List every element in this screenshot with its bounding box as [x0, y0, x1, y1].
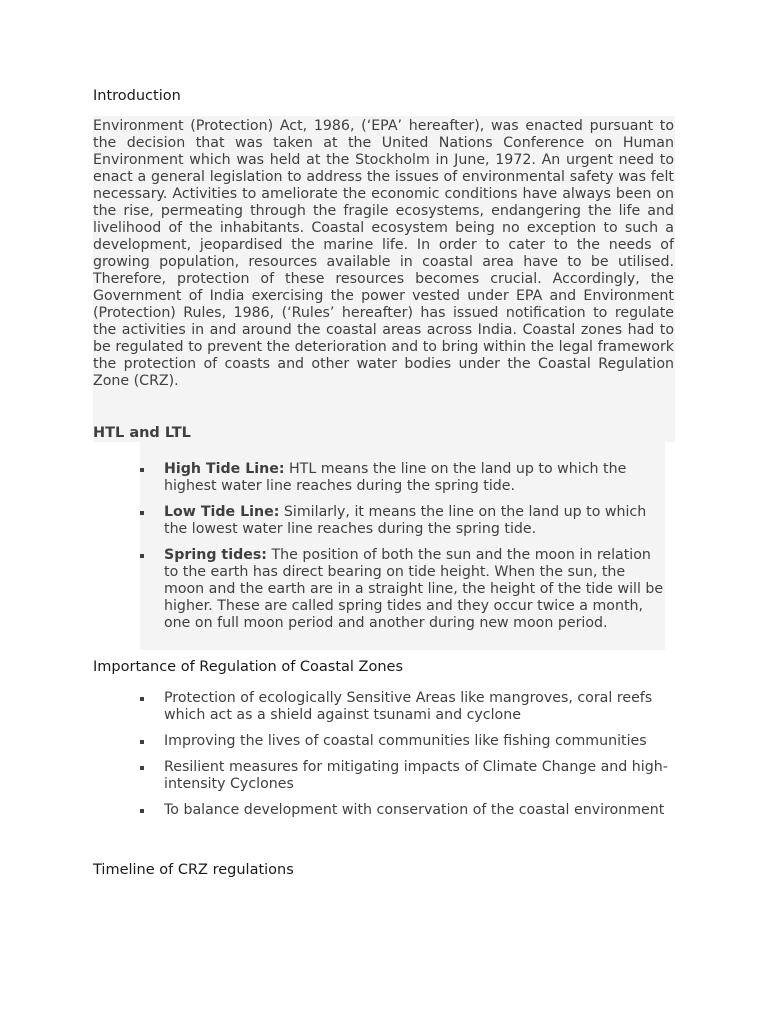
importance-list	[140, 690, 668, 819]
list-item-text: To balance development with conservation of the coastal environment	[164, 802, 665, 818]
introduction-heading: Introduction	[93, 88, 181, 104]
bullet-square-icon	[140, 809, 144, 813]
list-item-text: The position of both the sun and the moon in relation to the earth has direct bearing on tide height. When the sun, the moon and the earth are in a straight line, the height of the tide will be higher. These are called spring tides and they occur twice a month, one on full moon period and another during new moon period.	[164, 547, 664, 631]
list-item	[140, 690, 668, 724]
bullet-square-icon	[140, 740, 144, 744]
list-item-text: Protection of ecologically Sensitive Areas like mangroves, coral reefs which act as a shield against tsunami and cyclone	[164, 690, 653, 723]
htl-ltl-heading: HTL and LTL	[93, 425, 191, 441]
list-item	[140, 802, 668, 819]
list-item	[140, 504, 668, 538]
bullet-square-icon	[140, 766, 144, 770]
list-item-text: Resilient measures for mitigating impacts of Climate Change and high-intensity Cyclones	[164, 759, 668, 792]
timeline-heading: Timeline of CRZ regulations	[93, 862, 294, 878]
bullet-square-icon	[140, 697, 144, 701]
introduction-paragraph: Environment (Protection) Act, 1986, (‘EPA’ hereafter), was enacted pursuant to the decision that was taken at the United Nations Conference on Human Environment which was held at the Stockholm in June, 1972. An urgent need to enact a general legislation to address the issues of environmental safety was felt necessary. Activities to ameliorate the economic conditions have always been on the rise, permeating through the fragile ecosystems, endangering the life and livelihood of the inhabitants. Coastal ecosystem being no exception to such a development, jeopardised the marine life. In order to cater to the needs of growing population, resources available in coastal area have to be utilised. Therefore, protection of these resources becomes crucial. Accordingly, the Government of India exercising the power vested under EPA and Environment (Protection) Rules, 1986, (‘Rules’ hereafter) has issued notification to regulate the activities in and around the coastal areas across India. Coastal zones had to be regulated to prevent the deterioration and to bring within the legal framework the protection of coasts and other water bodies under the Coastal Regulation Zone (CRZ).	[93, 118, 674, 389]
list-item-text: Improving the lives of coastal communities like fishing communities	[164, 733, 647, 749]
bullet-square-icon	[140, 468, 144, 472]
bullet-square-icon	[140, 511, 144, 515]
list-item	[140, 759, 668, 793]
htl-ltl-list	[140, 461, 668, 632]
list-item-term: Spring tides:	[164, 547, 267, 563]
list-item	[140, 461, 668, 495]
bullet-square-icon	[140, 554, 144, 558]
list-item	[140, 733, 668, 750]
list-item-term: High Tide Line:	[164, 461, 285, 477]
list-item	[140, 547, 668, 632]
list-item-text: HTL means the line on the land up to which the highest water line reaches during the spring tide.	[164, 461, 627, 494]
list-item-term: Low Tide Line:	[164, 504, 280, 520]
list-item-text: Similarly, it means the line on the land up to which the lowest water line reaches during the spring tide.	[164, 504, 647, 537]
importance-heading: Importance of Regulation of Coastal Zones	[93, 659, 404, 675]
